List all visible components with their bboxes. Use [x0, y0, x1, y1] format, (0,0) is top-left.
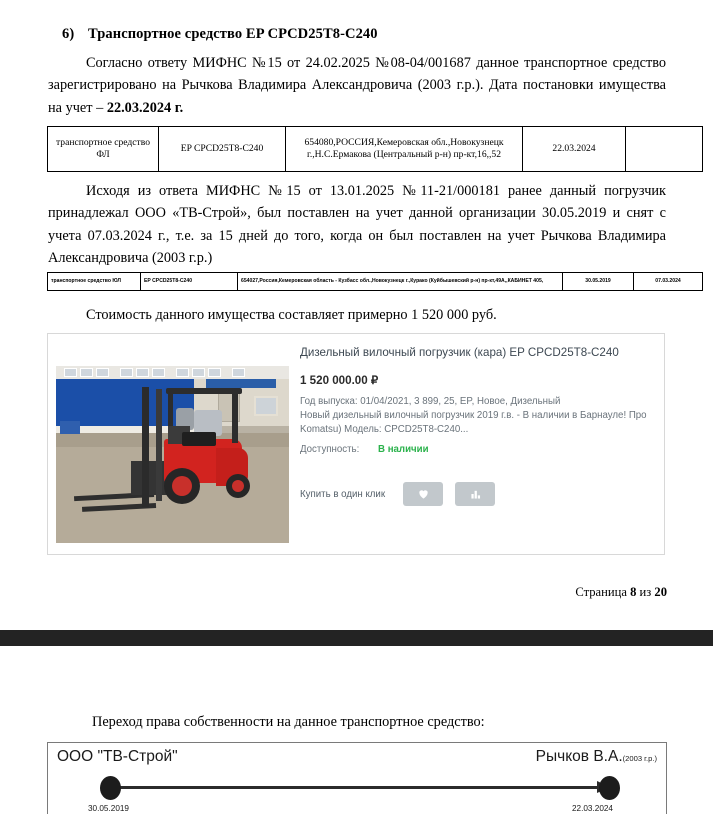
- add-to-favorites-button[interactable]: [403, 482, 443, 506]
- add-to-compare-button[interactable]: [455, 482, 495, 506]
- availability-status-badge: В наличии: [378, 444, 429, 455]
- photo-window: [254, 396, 278, 416]
- page-number-footer: [0, 585, 667, 600]
- timeline-end-node: [599, 776, 620, 800]
- cell-address: 654027,Россия,Кемеровская область - Кузбасс обл.,Новокузнецк г.,Курако (Куйбышевский р-н) пр-кт,49А,,КАБИНЕТ 405,: [238, 273, 563, 291]
- cell-date-registered: 22.03.2024: [523, 127, 626, 172]
- availability-label: Доступность:: [300, 444, 360, 455]
- page-break-separator: [0, 630, 713, 646]
- footer-prefix: Страница: [575, 585, 631, 599]
- timeline-owner-to-birthyear: (2003 г.р.): [622, 754, 657, 763]
- cell-date-registered: 30.05.2019: [563, 273, 634, 291]
- registration-table: [47, 126, 703, 172]
- timeline-owner-from: ООО "ТВ-Строй": [57, 748, 178, 765]
- footer-current-page: 8: [630, 585, 637, 599]
- cell-date-removed: 07.03.2024: [634, 273, 703, 291]
- section-heading: [62, 26, 682, 43]
- paragraph-previous-owner: Исходя из ответа МИФНС №15 от 13.01.2025 №11-21/000181 ранее данный погрузчик принадлежал ООО «ТВ-Строй», был поставлен на учет данной организации 30.05.2019 и снят с учета 07.03.2024 г., т.е. за 15 дней до того, когда он был поставлен на учет Рычкова Владимира Александровича (2003 г.р.): [48, 183, 666, 267]
- ownership-transfer-caption: Переход права собственности на данное транспортное средство:: [92, 714, 485, 730]
- product-spec-line: Год выпуска: 01/04/2021, 3 899, 25, EP, Новое, Дизельный: [300, 396, 561, 407]
- buy-actions-row: [300, 482, 507, 506]
- paragraph-registration: Согласно ответу МИФНС №15 от 24.02.2025 №08-04/001687 данное транспортное средство зарегистрировано на Рычкова Владимира Александровича (2003 г.р.). Дата постановки имущества на учет – 22.03.2024 г.: [48, 55, 666, 116]
- footer-total-pages: 20: [654, 585, 667, 599]
- product-card: [47, 333, 665, 555]
- document-page-9: [0, 646, 713, 814]
- ownership-timeline-diagram: [47, 742, 667, 814]
- photo-roof: [206, 379, 276, 388]
- table-row: [48, 127, 703, 172]
- paragraph-value: Стоимость данного имущества составляет примерно 1 520 000 руб.: [86, 307, 497, 323]
- cell-date-removed: [626, 127, 703, 172]
- product-photo: [56, 366, 289, 543]
- cell-owner-type: транспортное средство ЮЛ: [48, 273, 141, 291]
- table-row: [48, 273, 703, 291]
- timeline-start-date: 30.05.2019: [88, 804, 129, 813]
- timeline-axis-line: [110, 786, 604, 789]
- section-title: Транспортное средство EP CPCD25T8-C240: [88, 26, 378, 42]
- product-info: [300, 334, 665, 554]
- section-number: 6): [62, 26, 75, 42]
- product-price: 1 520 000.00 ₽: [300, 374, 379, 387]
- product-description-line: Komatsu) Модель: CPCD25T8-C240...: [300, 424, 469, 435]
- timeline-owner-to-group: [536, 748, 657, 766]
- photo-window-row: [64, 368, 254, 377]
- heart-icon: [418, 489, 429, 499]
- timeline-start-node: [100, 776, 121, 800]
- footer-middle: из: [636, 585, 655, 599]
- previous-owner-table: [47, 272, 703, 291]
- product-title[interactable]: Дизельный вилочный погрузчик (кара) EP CPCD25T8-C240: [300, 346, 619, 359]
- availability-row: [300, 444, 429, 455]
- timeline-owner-to: Рычков В.А.: [535, 748, 623, 765]
- cell-owner-type: транспортное средство ФЛ: [48, 127, 159, 172]
- cell-vehicle-model: EP CPCD25T8-C240: [159, 127, 286, 172]
- photo-blue-cart: [60, 421, 80, 434]
- buy-one-click-button[interactable]: Купить в один клик: [300, 488, 386, 500]
- bar-chart-icon: [470, 489, 481, 499]
- cell-vehicle-model: EP CPCD25T8-C240: [141, 273, 238, 291]
- cell-address: 654080,РОССИЯ,Кемеровская обл.,Новокузнецк г.,Н.С.Ермакова (Центральный р-н) пр-кт,16,,52: [286, 127, 523, 172]
- timeline-end-date: 22.03.2024: [572, 804, 613, 813]
- product-description-line: Новый дизельный вилочный погрузчик 2019 г.в. - В наличии в Барнауле! Про: [300, 410, 647, 421]
